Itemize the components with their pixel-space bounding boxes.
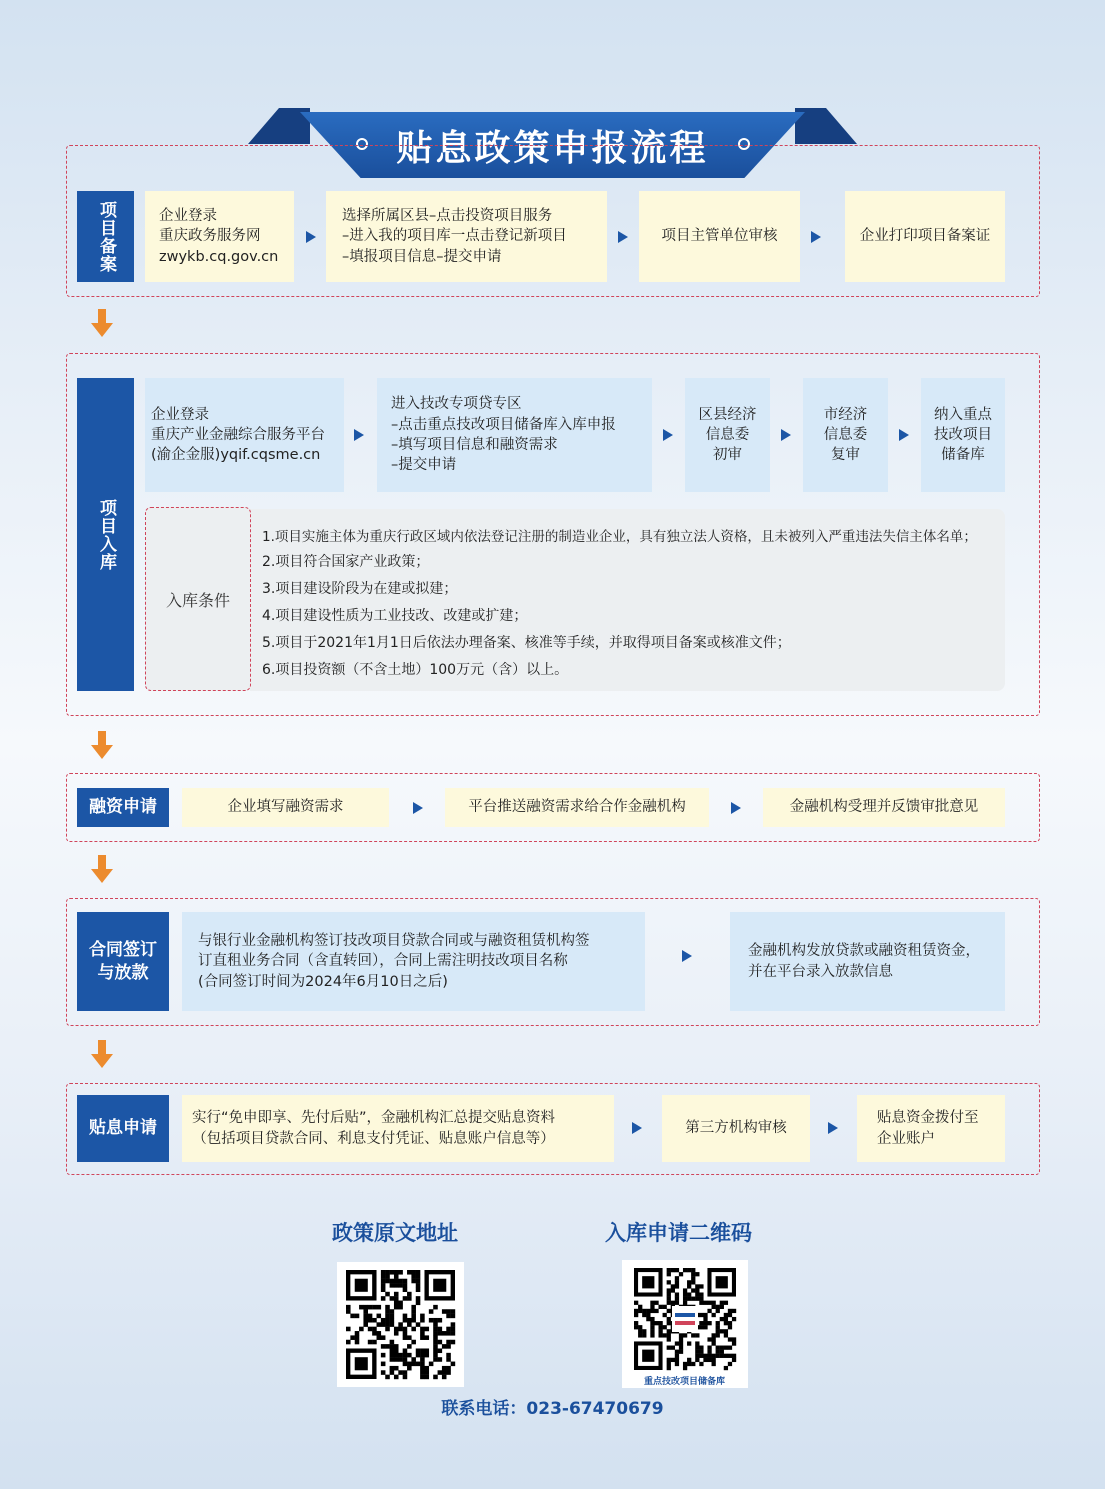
storage-step-district-review: 区县经济 信息委 初审	[685, 378, 770, 492]
storage-step-include: 纳入重点 技改项目 储备库	[921, 378, 1005, 492]
financing-step-fill: 企业填写融资需求	[182, 788, 389, 827]
arrow-right-icon	[899, 429, 909, 441]
storage-step-city-review: 市经济 信息委 复审	[803, 378, 888, 492]
section-label-storage: 项目入库	[77, 378, 134, 691]
qr2-title: 入库申请二维码	[605, 1221, 752, 1245]
condition-item: 4.项目建设性质为工业技改、改建或扩建；	[262, 608, 528, 624]
subsidy-step-submit: 实行“免申即享、先付后贴”，金融机构汇总提交贴息资料 （包括项目贷款合同、利息支付凭证、贴息账户信息等）	[182, 1095, 614, 1162]
qr-code-apply[interactable]	[622, 1260, 748, 1388]
condition-item: 5.项目于2021年1月1日后依法办理备案、核准等手续，并取得项目备案或核准文件；	[262, 635, 791, 651]
qr-code-icon	[337, 1262, 464, 1387]
filing-step-login: 企业登录 重庆政务服务网 zwykb.cq.gov.cn	[145, 191, 294, 282]
condition-item: 1.项目实施主体为重庆行政区域内依法登记注册的制造业企业，具有独立法人资格，且未被列入严重违法失信主体名单；	[262, 529, 977, 545]
arrow-right-icon	[413, 802, 423, 814]
conditions-label: 入库条件	[145, 507, 251, 691]
financing-step-feedback: 金融机构受理并反馈审批意见	[763, 788, 1005, 827]
financing-step-push: 平台推送融资需求给合作金融机构	[445, 788, 709, 827]
filing-step-print: 企业打印项目备案证	[845, 191, 1005, 282]
section-label-filing: 项目备案	[77, 191, 134, 282]
condition-item: 6.项目投资额（不含土地）100万元（含）以上。	[262, 662, 569, 678]
condition-item: 2.项目符合国家产业政策；	[262, 554, 430, 570]
page-title: 贴息政策申报流程	[396, 128, 709, 169]
qr2-caption: 重点技改项目储备库	[644, 1377, 726, 1387]
storage-step-apply: 进入技改专项贷专区 –点击重点技改项目储备库入库申报 –填写项目信息和融资需求 –提交申请	[377, 378, 652, 492]
section-label-subsidy: 贴息申请	[77, 1095, 169, 1162]
qr1-title: 政策原文地址	[332, 1221, 458, 1245]
arrow-right-icon	[663, 429, 673, 441]
arrow-right-icon	[682, 950, 692, 962]
contact-phone: 联系电话：023-67470679	[441, 1399, 664, 1419]
arrow-right-icon	[828, 1122, 838, 1134]
condition-item: 3.项目建设阶段为在建或拟建；	[262, 581, 458, 597]
subsidy-step-pay: 贴息资金拨付至 企业账户	[857, 1095, 1005, 1162]
qr-code-policy[interactable]	[337, 1262, 464, 1387]
section-label-contract: 合同签订 与放款	[77, 912, 169, 1011]
arrow-right-icon	[306, 231, 316, 243]
arrow-right-icon	[731, 802, 741, 814]
arrow-right-icon	[781, 429, 791, 441]
arrow-down-icon	[91, 731, 113, 761]
subsidy-step-audit: 第三方机构审核	[662, 1095, 810, 1162]
filing-step-register: 选择所属区县–点击投资项目服务 –进入我的项目库一点击登记新项目 –填报项目信息–提交申请	[326, 191, 607, 282]
arrow-right-icon	[811, 231, 821, 243]
arrow-down-icon	[91, 855, 113, 885]
arrow-down-icon	[91, 1040, 113, 1070]
contract-step-release: 金融机构发放贷款或融资租赁资金， 并在平台录入放款信息	[730, 912, 1005, 1011]
arrow-right-icon	[618, 231, 628, 243]
arrow-down-icon	[91, 309, 113, 339]
arrow-right-icon	[632, 1122, 642, 1134]
section-label-financing: 融资申请	[77, 788, 169, 827]
storage-step-login: 企业登录 重庆产业金融综合服务平台 (渝企金服)yqif.cqsme.cn	[145, 378, 344, 492]
contract-step-sign: 与银行业金融机构签订技改项目贷款合同或与融资租赁机构签 订直租业务合同（含直转回），合同上需注明技改项目名称 (合同签订时间为2024年6月10日之后)	[182, 912, 645, 1011]
arrow-right-icon	[354, 429, 364, 441]
qr-code-icon	[622, 1260, 748, 1374]
filing-step-review: 项目主管单位审核	[639, 191, 800, 282]
